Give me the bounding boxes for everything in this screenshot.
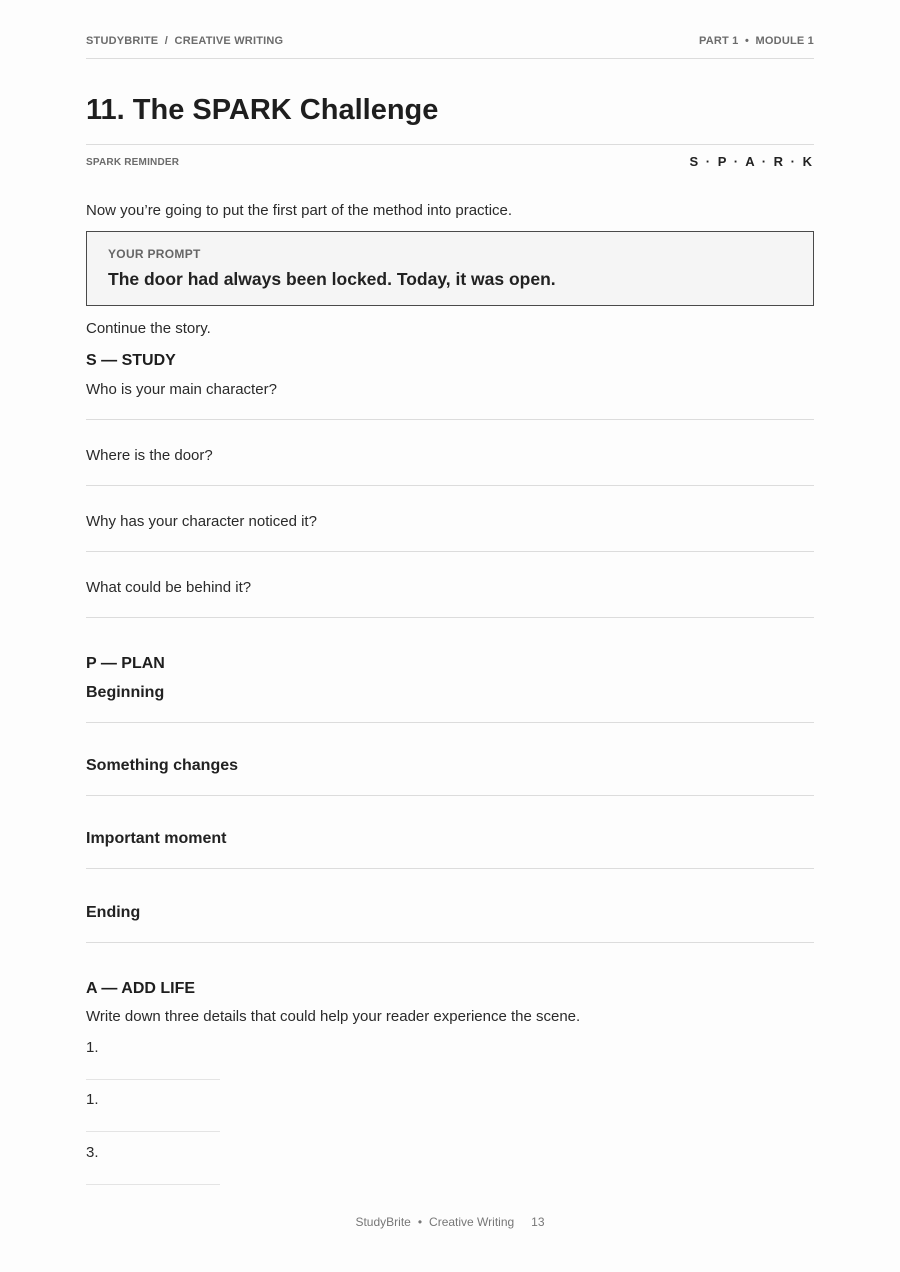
- footer-separator: •: [417, 1215, 423, 1229]
- page-footer: [0, 1215, 900, 1229]
- breadcrumb: STUDYBRITE / CREATIVE WRITING: [86, 35, 284, 47]
- spark-reminder-label: SPARK REMINDER: [86, 157, 180, 168]
- plan-row-label: Something changes: [86, 757, 239, 774]
- plan-heading: P — PLAN: [86, 655, 165, 672]
- study-question-label: What could be behind it?: [86, 579, 252, 596]
- detail-row[interactable]: [86, 1039, 220, 1080]
- plan-row-ending[interactable]: [86, 904, 814, 943]
- part-module-label: PART 1 • MODULE 1: [698, 35, 814, 47]
- study-heading: S — STUDY: [86, 352, 176, 369]
- continue-text: Continue the story.: [86, 320, 211, 337]
- plan-row-important-moment[interactable]: [86, 830, 814, 869]
- footer-brand: StudyBrite: [355, 1215, 411, 1229]
- study-question-label: Who is your main character?: [86, 381, 277, 398]
- prompt-text: The door had always been locked. Today, it was open.: [108, 269, 556, 289]
- study-question-row[interactable]: [86, 513, 814, 552]
- study-question-label: Why has your character noticed it?: [86, 513, 317, 530]
- study-question-row[interactable]: [86, 381, 814, 420]
- study-question-row[interactable]: [86, 447, 814, 486]
- prompt-label: YOUR PROMPT: [108, 247, 201, 261]
- running-header: [86, 34, 814, 59]
- add-life-heading: A — ADD LIFE: [86, 980, 196, 997]
- study-question-label: Where is the door?: [86, 447, 213, 464]
- spark-reminder-bar: [86, 144, 814, 179]
- plan-row-something-changes[interactable]: [86, 757, 814, 796]
- plan-row-label: Ending: [86, 904, 141, 921]
- spark-letters: S · P · A · R · K: [689, 154, 814, 169]
- plan-row-label: Beginning: [86, 684, 165, 701]
- prompt-box: [86, 231, 814, 306]
- page-number: 13: [531, 1215, 545, 1229]
- page-title: 11. The SPARK Challenge: [86, 94, 439, 126]
- plan-row-beginning[interactable]: [86, 684, 814, 723]
- detail-number: 1.: [86, 1091, 99, 1108]
- plan-row-label: Important moment: [86, 830, 227, 847]
- intro-text: Now you’re going to put the first part of the method into practice.: [86, 202, 513, 219]
- detail-row[interactable]: [86, 1144, 220, 1185]
- footer-subject: Creative Writing: [429, 1215, 515, 1229]
- add-life-description: Write down three details that could help your reader experience the scene.: [86, 1008, 581, 1025]
- detail-number: 3.: [86, 1144, 99, 1161]
- detail-row[interactable]: [86, 1091, 220, 1132]
- detail-number: 1.: [86, 1039, 99, 1056]
- study-question-row[interactable]: [86, 579, 814, 618]
